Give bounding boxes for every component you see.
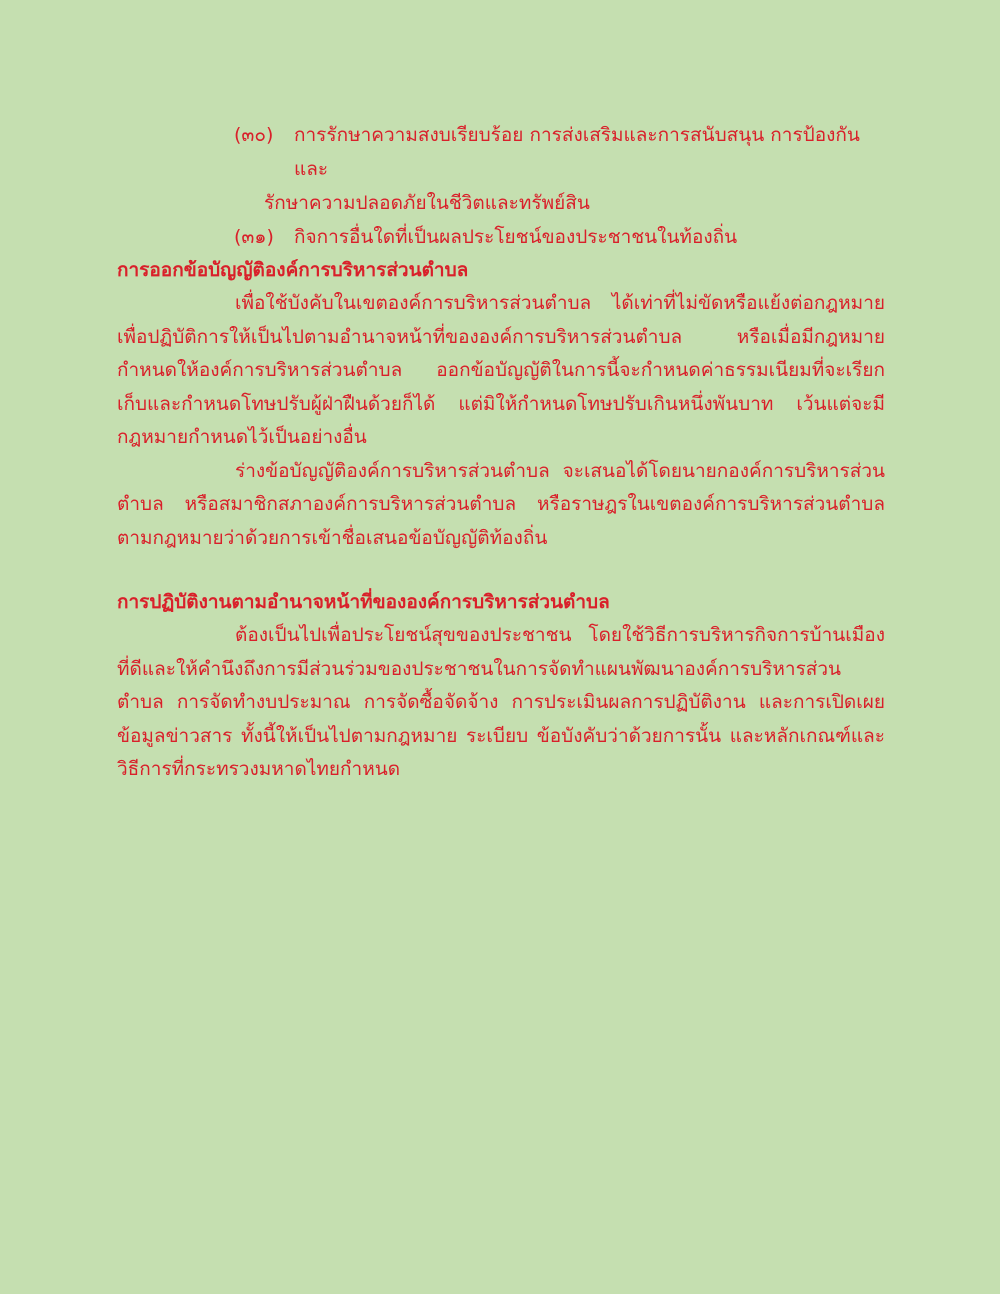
list-item-number: (๓๑) (234, 226, 274, 248)
section-heading: การออกข้อบัญญัติองค์การบริหารส่วนตำบล (117, 259, 469, 281)
section-paragraph: เพื่อใช้บังคับในเขตองค์การบริหารส่วนตำบล ได้เท่าที่ไม่ขัดหรือแย้งต่อกฎหมายเพื่อปฏิบัติการให้เป็นไปตามอำนาจหน้าที่ขององค์การบริหารส่วนตำบล หรือเมื่อมีกฎหมายกำหนดให้องค์การบริหารส่วนตำบล ออกข้อบัญญัติในการนี้จะกำหนดค่าธรรมเนียมที่จะเรียกเก็บและกำหนดโทษปรับผู้ฝ่าฝืนด้วยก็ได้ แต่มิให้กำหนดโทษปรับเกินหนึ่งพันบาท เว้นแต่จะมีกฎหมายกำหนดไว้เป็นอย่างอื่น (117, 292, 885, 448)
section-paragraph: ร่างข้อบัญญัติองค์การบริหารส่วนตำบล จะเสนอได้โดยนายกองค์การบริหารส่วนตำบล หรือสมาชิกสภาองค์การบริหารส่วนตำบล หรือราษฎรในเขตองค์การบริหารส่วนตำบลตามกฎหมายว่าด้วยการเข้าชื่อเสนอข้อบัญญัติท้องถิ่น (117, 459, 885, 549)
section-heading: การปฏิบัติงานตามอำนาจหน้าที่ขององค์การบริหารส่วนตำบล (117, 591, 610, 613)
list-item-line-continued: รักษาความปลอดภัยในชีวิตและทรัพย์สิน (264, 192, 590, 214)
section-bylaw-issuance (117, 254, 885, 555)
list-item (234, 118, 884, 220)
list-item-line: กิจการอื่นใดที่เป็นผลประโยชน์ของประชาชนในท้องถิ่น (294, 226, 738, 248)
section-paragraph: ต้องเป็นไปเพื่อประโยชน์สุขของประชาชน โดยใช้วิธีการบริหารกิจการบ้านเมืองที่ดีและให้คำนึงถึงการมีส่วนร่วมของประชาชนในการจัดทำแผนพัฒนาองค์การบริหารส่วนตำบล การจัดทำงบประมาณ การจัดซื้อจัดจ้าง การประเมินผลการปฏิบัติงาน และการเปิดเผยข้อมูลข่าวสาร ทั้งนี้ให้เป็นไปตามกฎหมาย ระเบียบ ข้อบังคับว่าด้วยการนั้น และหลักเกณฑ์และวิธีการที่กระทรวงมหาดไทยกำหนด (117, 624, 885, 780)
numbered-list (234, 118, 884, 254)
list-item-text (294, 220, 884, 254)
list-item-text (264, 118, 884, 220)
section-duty-performance (117, 586, 885, 787)
list-item (234, 220, 884, 254)
list-item-number: (๓๐) (234, 124, 274, 146)
list-item-line: การรักษาความสงบเรียบร้อย การส่งเสริมและการสนับสนุน การป้องกันและ (294, 124, 860, 180)
